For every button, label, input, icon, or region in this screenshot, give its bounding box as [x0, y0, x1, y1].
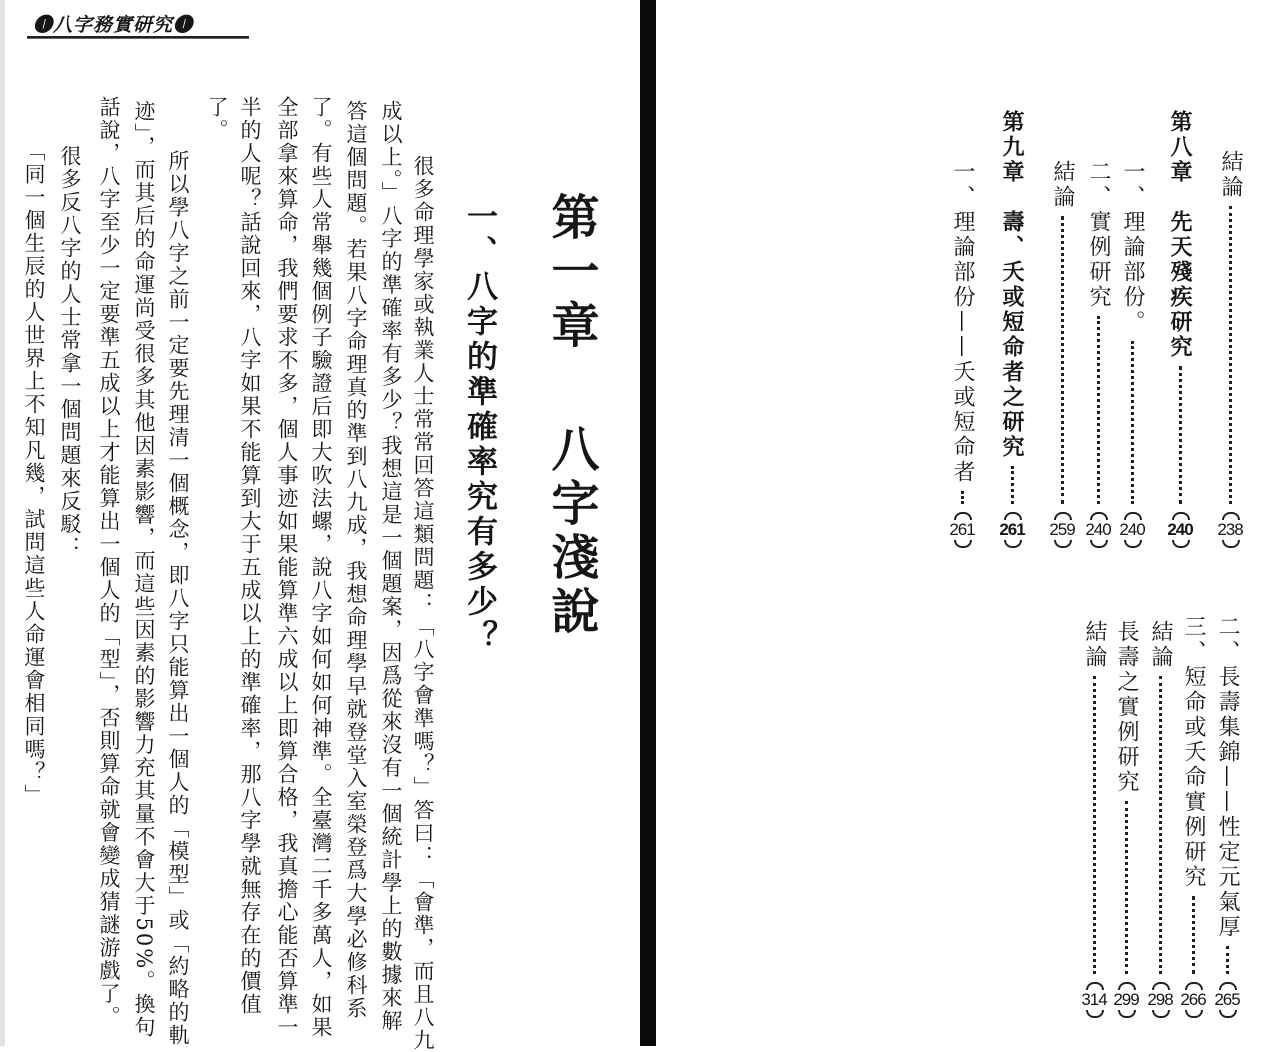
toc-dot-leader: [1229, 206, 1232, 504]
toc-entry: [1048, 160, 1076, 548]
toc-entry-title: 長壽之實例研究: [1114, 620, 1139, 795]
toc-entry: [948, 160, 976, 548]
toc-page-number: 261: [948, 512, 976, 548]
toc-entry: [1080, 620, 1108, 1018]
body-line: 所以學八字之前一定要先理清一個概念，即八字只能算出一個人的「模型」或「約略的軌: [166, 150, 190, 1047]
toc-dot-leader: [1093, 676, 1096, 974]
toc-entry-title: 一、理論部份。: [1120, 160, 1145, 335]
toc-page-number: 259: [1048, 512, 1076, 548]
toc-entry: [998, 110, 1026, 548]
toc-dot-leader: [1131, 341, 1134, 504]
toc-page-number: 298: [1146, 982, 1174, 1018]
body-line: 迹」，而其后的命運尚受很多其他因素影響，而這些因素的影響力充其量不會大于50%。換句: [132, 100, 156, 1040]
toc-entry-title: 三、短命或夭命實例研究: [1181, 615, 1206, 890]
running-head-rule: [27, 36, 249, 39]
toc-entry: [1112, 620, 1140, 1018]
toc-entry: [1118, 160, 1146, 548]
toc-entry: [1084, 160, 1112, 548]
toc-entry-title: 二、實例研究: [1086, 160, 1111, 310]
chapter-number: 第一章: [543, 192, 599, 354]
toc-entry: [1146, 620, 1174, 1018]
toc-page-number: 314: [1080, 982, 1108, 1018]
toc-entry-title: 二、長壽集錦——性定元氣厚: [1215, 615, 1240, 940]
body-line: 話說，八字至少一定要準五成以上才能算出一個人的「型」，否則算命就會變成猜謎游戲了。: [97, 96, 121, 1029]
toc-dot-leader: [1011, 466, 1014, 504]
toc-entry-title: 結論: [1218, 150, 1243, 200]
toc-entry-title: 第九章 壽、夭或短命者之研究: [999, 110, 1025, 460]
toc-page-number: 265: [1213, 982, 1241, 1018]
toc-entry: [1179, 615, 1207, 1018]
chapter-title: [537, 192, 606, 640]
toc-page-number: 238: [1216, 512, 1244, 548]
toc-dot-leader: [1226, 946, 1229, 974]
toc-entry-title: 結論: [1082, 620, 1107, 670]
body-line: 全部拿來算命，我們要求不多，個人事迹如果能算準六成以上即算合格，我真擔心能否算準一: [275, 96, 299, 1039]
toc-entry-title: 結論: [1050, 160, 1075, 210]
toc-dot-leader: [1179, 366, 1182, 504]
left-page: [0, 0, 640, 1052]
toc-entry: [1213, 615, 1241, 1018]
toc-entry-title: 結論: [1148, 620, 1173, 670]
toc-page-number: 261: [998, 512, 1026, 548]
toc-dot-leader: [1061, 216, 1064, 504]
body-line: 「同一個生辰的人世界上不知凡幾，試問這些人命運會相同嗎？」: [22, 140, 46, 807]
toc-page-number: 240: [1166, 512, 1194, 548]
body-line: 成以上。」八字的準確率有多少？我想這是一個題案，因爲從來沒有一個統計學上的數據來解: [379, 100, 403, 1033]
body-line: 答這個問題。若果八字命理真的準到八九成，我想命理學早就登堂入室榮登爲大學必修科系: [344, 100, 368, 1020]
toc-entry-title: 一、理論部份——夭或短命者: [950, 160, 975, 485]
section-title: 一、八字的準確率究有多少？: [461, 200, 497, 655]
toc-dot-leader: [1192, 896, 1195, 974]
toc-entry-title: 第八章 先天殘疾研究: [1167, 110, 1193, 360]
toc-page-number: 299: [1112, 982, 1140, 1018]
toc-entry: [1216, 150, 1244, 548]
body-line: 很多命理學家或執業人士常常回答這類問題：「八字會準嗎？」答曰：「會準，而且八九: [411, 155, 435, 1052]
toc-dot-leader: [1125, 801, 1128, 974]
running-head: ❶八字務實研究❶: [33, 14, 194, 36]
chapter-name: 八字淺說: [543, 424, 599, 640]
toc-dot-leader: [961, 491, 964, 504]
toc-entry: [1166, 110, 1194, 548]
body-line: 了。有些人常舉幾個例子驗證后即大吹法螺，說八字如何如何神準。全臺灣二千多萬人，如果: [309, 96, 333, 1039]
toc-dot-leader: [1159, 676, 1162, 974]
toc-page-number: 240: [1118, 512, 1146, 548]
toc-dot-leader: [1097, 316, 1100, 504]
body-line: 了。: [205, 96, 229, 142]
body-line: 半的人呢？話說回來，八字如果不能算到大于五成以上的準確率，那八字學就無存在的價值: [238, 96, 262, 1016]
book-spine-shadow: [640, 0, 656, 1046]
toc-page-number: 266: [1179, 982, 1207, 1018]
toc-page-number: 240: [1084, 512, 1112, 548]
body-line: 很多反八字的人士常拿一個問題來反駁：: [58, 145, 82, 559]
